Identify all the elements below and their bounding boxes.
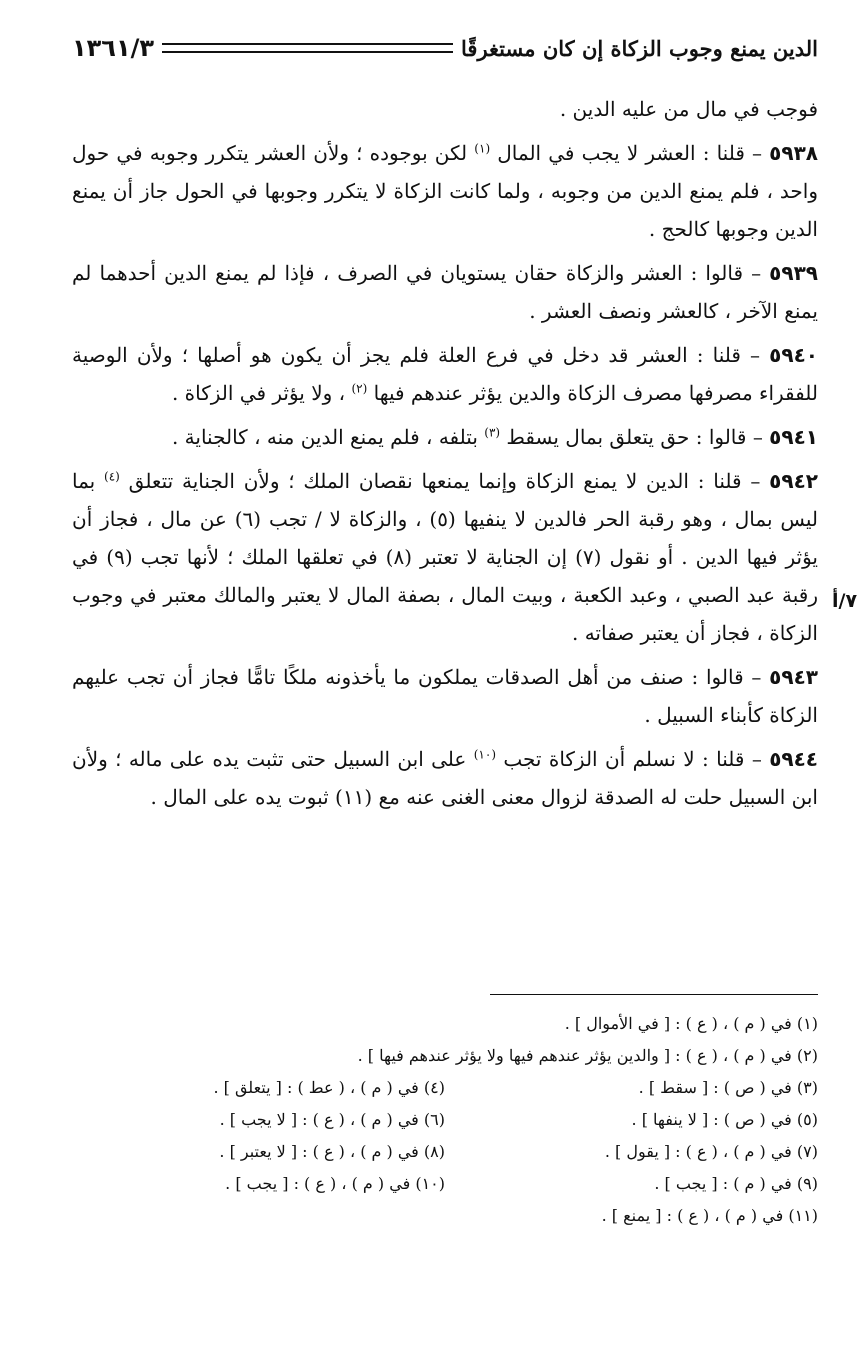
paragraph (72, 658, 818, 734)
paragraph-text: – قلنا : الدين لا يمنع الزكاة وإنما يمنعها نقصان الملك ؛ ولأن الجناية تتعلق (119, 469, 770, 493)
footnote: (٢) في ( م ) ، ( ع ) : [ والدين يؤثر عندهم فيها ولا يؤثر عندهم فيها ] . (357, 1046, 818, 1065)
paragraph-text: – قالوا : صنف من أهل الصدقات يملكون ما يأخذونه ملكًا تامًّا فجاز أن تجب عليهم الزكاة كأبناء السبيل . (72, 665, 818, 727)
paragraph-text: – قالوا : العشر والزكاة حقان يستويان في الصرف ، فإذا لم يمنع الدين أحدهما لم يمنع الآخر ، كالعشر ونصف العشر . (72, 261, 818, 323)
paragraph-text: – قلنا : لا نسلم أن الزكاة تجب (496, 747, 770, 771)
footnote: (٥) في ( ص ) : [ لا ينفها ] . (631, 1110, 818, 1129)
footnote-row (72, 1136, 818, 1168)
footnote: (٣) في ( ص ) : [ سقط ] . (638, 1078, 818, 1097)
footnote: (٦) في ( م ) ، ( ع ) : [ لا يجب ] . (219, 1110, 445, 1129)
footnote: (٧) في ( م ) ، ( ع ) : [ يقول ] . (604, 1142, 818, 1161)
paragraph-number: ٥٩٤١ (769, 425, 818, 449)
paragraph-text: – قلنا : العشر لا يجب في المال (490, 141, 770, 165)
paragraph-text: – قلنا : العشر قد دخل في فرع العلة فلم يجز أن يكون هو أصلها ؛ ولأن الوصية للفقراء مصرفها مصرف الزكاة والدين يؤثر عندهم فيها (72, 343, 818, 405)
footnote-row (72, 1040, 818, 1072)
footnote-ref: (٣) (484, 425, 501, 440)
paragraph (72, 336, 818, 412)
margin-folio-note: ٧/أ (832, 590, 858, 612)
footnote-ref: (٢) (351, 381, 368, 396)
footnote: (١٠) في ( م ) ، ( ع ) : [ يجب ] . (225, 1174, 445, 1193)
paragraph (72, 418, 818, 456)
paragraph-text: – قالوا : حق يتعلق بمال يسقط (500, 425, 770, 449)
main-text (72, 90, 818, 822)
paragraph-text: على ابن السبيل حتى تثبت يده على ماله ؛ ولأن ابن السبيل حلت له الصدقة لزوال معنى الغنى عنه مع (١١) ثبوت يده على المال . (72, 747, 818, 809)
paragraph-number: ٥٩٤٢ (769, 469, 818, 493)
paragraph (72, 90, 818, 128)
paragraph (72, 134, 818, 248)
footnote-ref: (٤) (104, 469, 120, 484)
paragraph-text: فوجب في مال من عليه الدين . (559, 97, 818, 121)
paragraph-text: بتلفه ، فلم يمنع الدين منه ، كالجناية . (171, 425, 485, 449)
footnote-row (72, 1104, 818, 1136)
header-double-rule (162, 43, 453, 53)
paragraph (72, 740, 818, 816)
footnotes (72, 1008, 818, 1232)
paragraph-number: ٥٩٣٩ (769, 261, 818, 285)
footnote-row (72, 1168, 818, 1200)
footnote: (٩) في ( م ) : [ يجب ] . (654, 1174, 818, 1193)
paragraph-number: ٥٩٤٤ (769, 747, 819, 771)
page-number: ١٣٦١/٣ (72, 34, 155, 62)
footnote: (٨) في ( م ) ، ( ع ) : [ لا يعتبر ] . (219, 1142, 445, 1161)
footnote: (١١) في ( م ) ، ( ع ) : [ يمنع ] . (601, 1206, 818, 1225)
footnote-row (72, 1072, 818, 1104)
paragraph-text: ، ولا يؤثر في الزكاة . (171, 381, 352, 405)
paragraph-number: ٥٩٤٠ (769, 343, 818, 367)
footnote-ref: (١٠) (473, 747, 496, 762)
paragraph-number: ٥٩٣٨ (769, 141, 818, 165)
running-header (72, 28, 818, 68)
footnote-ref: (١) (474, 141, 491, 156)
paragraph-text: لكن بوجوده ؛ ولأن العشر يتكرر وجوبه في حول واحد ، فلم يمنع الدين من وجوبه ، ولما كانت الزكاة لا يتكرر وجوبها في الحول جاز أن يمنع الدين وجوبها كالحج . (72, 141, 818, 241)
paragraph-number: ٥٩٤٣ (769, 665, 818, 689)
footnote: (١) في ( م ) ، ( ع ) : [ في الأموال ] . (564, 1014, 818, 1033)
footnote-row (72, 1008, 818, 1040)
header-title: الدين يمنع وجوب الزكاة إن كان مستغرقًا (461, 35, 818, 61)
footnote-row (72, 1200, 818, 1232)
paragraph (72, 462, 818, 652)
paragraph (72, 254, 818, 330)
footnote: (٤) في ( م ) ، ( عط ) : [ يتعلق ] . (213, 1078, 445, 1097)
paragraph-text: بما ليس بمال ، وهو رقبة الحر فالدين لا ينفيها (٥) ، والزكاة لا / تجب (٦) عن مال ، فجاز أن يؤثر فيها الدين . أو نقول (٧) إن الجناية لا تعتبر (٨) في تعلقها الملك ؛ لأنها تجب (٩) في رقبة عبد الصبي ، وعبد الكعبة ، وبيت المال ، بصفة المال لا يعتبر والمالك معتبر في وجوب الزكاة ، فجاز أن يعتبر صفاته . (72, 469, 819, 645)
footnote-separator (490, 994, 818, 995)
